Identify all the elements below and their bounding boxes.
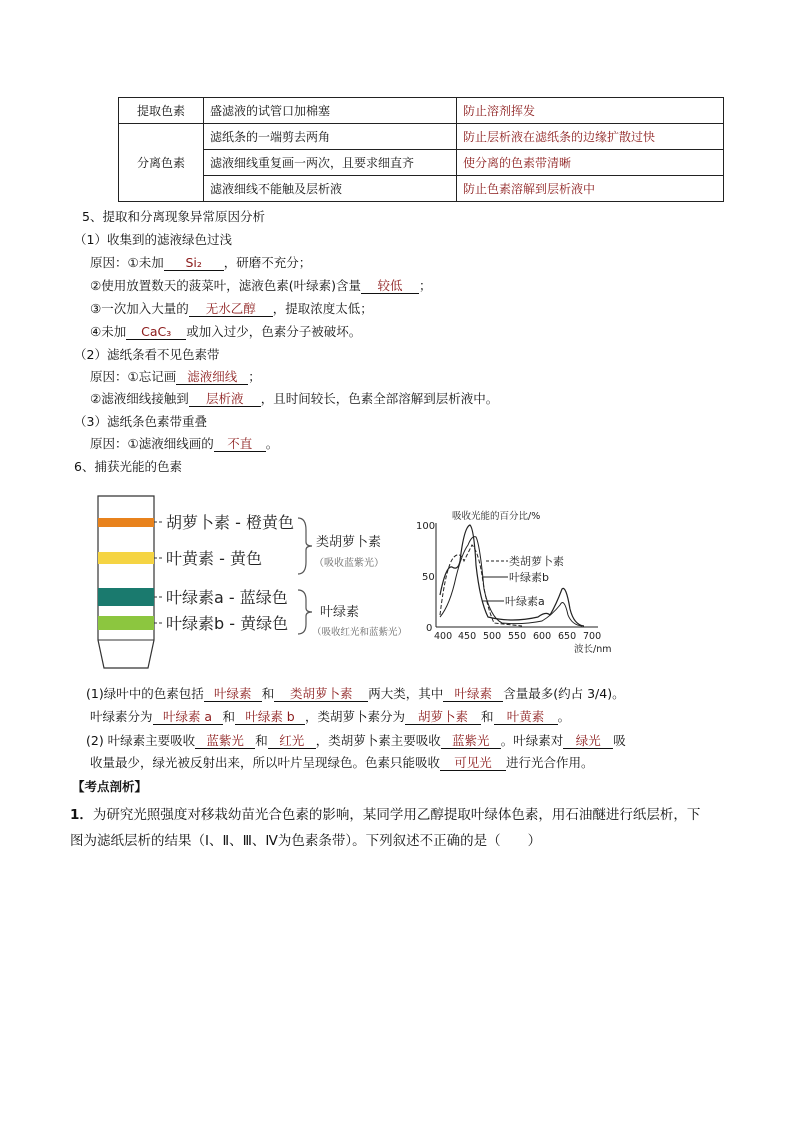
paragraph-2-line-1 (86, 731, 626, 749)
text: 和 (255, 733, 268, 748)
table-row (119, 150, 724, 176)
table-cell-group: 提取色素 (119, 98, 204, 124)
x-tick-label: 550 (508, 631, 527, 642)
reason-text: ，提取浓度太低； (272, 301, 373, 316)
table-cell-purpose: 使分离的色素带清晰 (457, 150, 724, 176)
group-label: 类胡萝卜素 (316, 535, 382, 550)
reason-text: 。 (265, 436, 279, 451)
table-cell-purpose: 防止溶剂挥发 (457, 98, 724, 124)
reason-line (90, 276, 431, 294)
answer-blank: 绿光 (563, 733, 613, 749)
reason-line (90, 367, 261, 385)
reason-text: ④未加 (90, 324, 127, 339)
question-3: （3）滤纸条色素带重叠 (74, 414, 207, 429)
answer-blank: CaC₃ (126, 324, 186, 340)
legend-chlorophyll-b: 叶绿素b (509, 571, 549, 584)
text: 和 (481, 709, 494, 724)
table-row (119, 176, 724, 202)
question-2: （2）滤纸条看不见色素带 (74, 347, 220, 362)
absorption-spectrum-figure (412, 505, 612, 655)
text: 吸 (613, 733, 626, 748)
y-tick-label: 0 (426, 623, 433, 634)
answer-blank: 叶黄素 (494, 709, 558, 725)
text: (2) 叶绿素主要吸收 (86, 733, 196, 748)
reason-text: ； (418, 278, 432, 293)
paragraph-1-line-2 (90, 707, 570, 725)
brace-icon (298, 518, 312, 574)
band-label: 叶绿素b - 黄绿色 (166, 614, 289, 633)
text: 两大类，其中 (368, 686, 444, 701)
text: ，类胡萝卜素主要吸收 (315, 733, 441, 748)
text: 。 (557, 709, 571, 724)
table-cell-action: 滤液细线重复画一两次，且要求细直齐 (204, 150, 457, 176)
answer-blank: 叶绿素 b (235, 709, 305, 725)
group-note: （吸收蓝紫光） (314, 558, 384, 569)
answer-blank: 不直 (214, 436, 266, 452)
brace-icon (298, 590, 312, 634)
text: 含量最多(约占 3/4)。 (503, 686, 625, 701)
answer-blank: 叶绿素 a (153, 709, 223, 725)
band-xanthophyll (98, 552, 154, 564)
band-label: 叶黄素 - 黄色 (166, 549, 262, 568)
answer-blank: 类胡萝卜素 (274, 686, 368, 702)
answer-blank: 蓝紫光 (195, 733, 255, 749)
analysis-heading: 【考点剖析】 (72, 779, 148, 794)
x-axis-label: 波长/nm (574, 644, 612, 655)
x-tick-label: 500 (483, 631, 502, 642)
text: (1)绿叶中的色素包括 (86, 686, 204, 701)
y-tick-label: 100 (416, 521, 436, 532)
reason-line (90, 389, 498, 407)
table-cell-group: 分离色素 (119, 124, 204, 202)
question-1-line-2: 图为滤纸层析的结果（Ⅰ、Ⅱ、Ⅲ、Ⅳ为色素条带）。下列叙述不正确的是（ ） (70, 833, 542, 849)
x-tick-label: 600 (533, 631, 552, 642)
answer-blank: 较低 (361, 278, 419, 294)
band-label: 胡萝卜素 - 橙黄色 (166, 513, 294, 532)
text: 和 (261, 686, 275, 701)
band-chlorophyll-a (98, 588, 154, 606)
paragraph-1-line-1 (86, 684, 625, 702)
reason-text: ，研磨不充分； (223, 255, 312, 270)
text: 收量最少，绿光被反射出来，所以叶片呈现绿色。色素只能吸收 (90, 755, 441, 770)
reason-text: ②使用放置数天的菠菜叶，滤液色素(叶绿素)含量 (90, 278, 361, 293)
x-tick-label: 650 (558, 631, 577, 642)
answer-blank: 可见光 (440, 755, 506, 771)
reason-text: ； (248, 369, 261, 384)
answer-blank: 滤液细线 (176, 369, 248, 385)
paragraph-2-line-2 (90, 753, 594, 771)
reason-line (90, 322, 361, 340)
reason-text: ③一次加入大量的 (90, 301, 189, 316)
text: 。叶绿素对 (500, 733, 564, 748)
reason-text: 原因：①忘记画 (90, 369, 177, 384)
table-row (119, 98, 724, 124)
reason-text: 或加入过少，色素分子被破坏。 (186, 324, 362, 339)
question-1: （1）收集到的滤液绿色过浅 (74, 232, 232, 247)
reason-line (90, 299, 373, 317)
answer-blank: 无水乙醇 (189, 301, 273, 317)
pigment-table (118, 97, 724, 202)
y-tick-label: 50 (422, 572, 435, 583)
group-label: 叶绿素 (320, 605, 360, 620)
table-row (119, 124, 724, 150)
text: 叶绿素分为 (90, 709, 153, 724)
reason-text: 原因：①未加 (90, 255, 164, 270)
text: 和 (222, 709, 236, 724)
legend-carotenoids: 类胡萝卜素 (509, 555, 564, 568)
table-cell-purpose: 防止层析液在滤纸条的边缘扩散过快 (457, 124, 724, 150)
answer-blank: 叶绿素 (204, 686, 262, 702)
y-axis-label: 吸收光能的百分比/% (452, 511, 541, 522)
table-cell-action: 滤纸条的一端剪去两角 (204, 124, 457, 150)
reason-text: ②滤液细线接触到 (90, 391, 189, 406)
legend-chlorophyll-a: 叶绿素a (505, 595, 545, 608)
group-note: （吸收红光和蓝紫光） (312, 627, 408, 638)
answer-blank: Si₂ (164, 255, 224, 271)
reason-text: ，且时间较长，色素全部溶解到层析液中。 (260, 391, 499, 406)
answer-blank: 红光 (268, 733, 316, 749)
answer-blank: 胡萝卜素 (405, 709, 481, 725)
table-cell-purpose: 防止色素溶解到层析液中 (457, 176, 724, 202)
reason-line (90, 434, 278, 452)
reason-line (90, 253, 311, 271)
text: 进行光合作用。 (506, 755, 594, 770)
table-cell-action: 盛滤液的试管口加棉塞 (204, 98, 457, 124)
reason-text: 原因：①滤液细线画的 (90, 436, 214, 451)
x-tick-label: 400 (434, 631, 453, 642)
question-number: 1． (70, 807, 93, 823)
answer-blank: 层析液 (189, 391, 261, 407)
table-cell-action: 滤液细线不能触及层析液 (204, 176, 457, 202)
band-label: 叶绿素a - 蓝绿色 (166, 588, 288, 607)
x-tick-label: 450 (458, 631, 477, 642)
question-text: 为研究光照强度对移栽幼苗光合色素的影响，某同学用乙醇提取叶绿体色素，用石油醚进行纸层析，下 (92, 807, 701, 823)
text: ，类胡萝卜素分为 (305, 709, 406, 724)
band-carotene (98, 518, 154, 527)
section-5-title: 5、提取和分离现象异常原因分析 (82, 209, 265, 224)
band-chlorophyll-b (98, 616, 154, 630)
chromatography-strip-figure (92, 490, 412, 670)
answer-blank: 蓝紫光 (441, 733, 501, 749)
x-tick-label: 700 (583, 631, 602, 642)
section-6-title: 6、捕获光能的色素 (74, 459, 182, 474)
answer-blank: 叶绿素 (443, 686, 503, 702)
question-1-line-1 (70, 803, 700, 823)
